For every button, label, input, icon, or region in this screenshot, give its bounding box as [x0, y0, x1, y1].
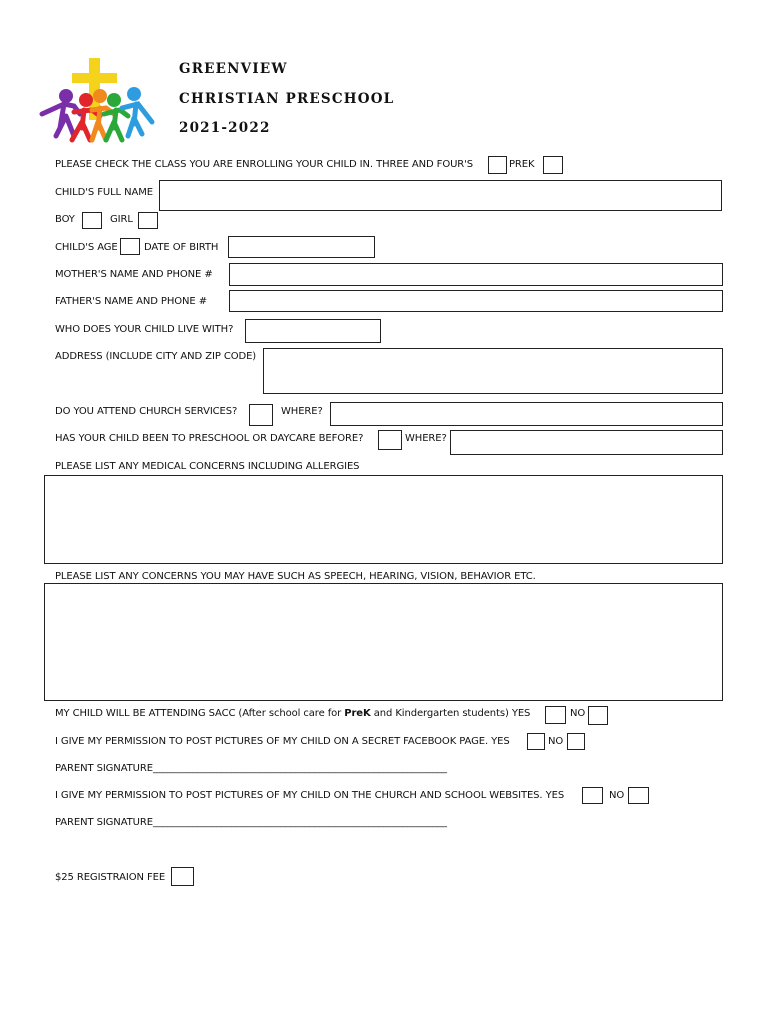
registration-fee-checkbox[interactable]	[171, 867, 194, 886]
preschool-checkbox[interactable]	[378, 430, 402, 450]
mother-label: MOTHER'S NAME AND PHONE #	[55, 269, 213, 280]
father-label: FATHER'S NAME AND PHONE #	[55, 296, 207, 307]
facebook-no-checkbox[interactable]	[567, 733, 585, 750]
church-where-label: WHERE?	[281, 406, 323, 417]
girl-label: GIRL	[110, 214, 133, 225]
facebook-yes-checkbox[interactable]	[527, 733, 545, 750]
sacc-no-checkbox[interactable]	[588, 706, 608, 725]
websites-no-label: NO	[609, 790, 625, 801]
child-age-label: CHILD'S AGE	[55, 242, 118, 253]
websites-no-checkbox[interactable]	[628, 787, 649, 804]
child-age-field[interactable]	[120, 238, 140, 255]
girl-checkbox[interactable]	[138, 212, 158, 229]
school-name-line-2: CHRISTIAN PRESCHOOL	[179, 91, 395, 107]
school-name-line: GREENVIEW	[179, 61, 288, 77]
parent-signature-line-2[interactable]: PARENT SIGNATURE____________________________________________________________	[55, 817, 447, 828]
boy-label: BOY	[55, 214, 75, 225]
concerns-field[interactable]	[44, 583, 723, 701]
three-four-checkbox[interactable]	[488, 156, 507, 174]
live-with-field[interactable]	[245, 319, 381, 343]
live-with-label: WHO DOES YOUR CHILD LIVE WITH?	[55, 324, 234, 335]
facebook-no-label: NO	[548, 736, 564, 747]
class-prompt: PLEASE CHECK THE CLASS YOU ARE ENROLLING YOUR CHILD IN. THREE AND FOUR'S	[55, 159, 474, 170]
preschool-where-label: WHERE?	[405, 433, 447, 444]
boy-checkbox[interactable]	[82, 212, 102, 229]
address-label: ADDRESS (INCLUDE CITY AND ZIP CODE)	[55, 351, 257, 362]
school-year: 2021-2022	[179, 120, 271, 136]
preschool-where-field[interactable]	[450, 430, 723, 455]
websites-permission-label: I GIVE MY PERMISSION TO POST PICTURES OF MY CHILD ON THE CHURCH AND SCHOOL WEBSITES. YES	[55, 790, 565, 801]
church-checkbox[interactable]	[249, 404, 273, 426]
child-name-field[interactable]	[159, 180, 722, 211]
websites-yes-checkbox[interactable]	[582, 787, 603, 804]
sacc-no-label: NO	[570, 708, 586, 719]
medical-label: PLEASE LIST ANY MEDICAL CONCERNS INCLUDING ALLERGIES	[55, 461, 360, 472]
church-where-field[interactable]	[330, 402, 723, 426]
dob-field[interactable]	[228, 236, 375, 258]
parent-signature-line[interactable]: PARENT SIGNATURE____________________________________________________________	[55, 763, 447, 774]
father-field[interactable]	[229, 290, 723, 312]
prek-label: PREK	[509, 159, 535, 170]
sacc-yes-checkbox[interactable]	[545, 706, 566, 724]
child-name-label: CHILD'S FULL NAME	[55, 187, 153, 198]
address-field[interactable]	[263, 348, 723, 394]
dob-label: DATE OF BIRTH	[144, 242, 219, 253]
concerns-label: PLEASE LIST ANY CONCERNS YOU MAY HAVE SUCH AS SPEECH, HEARING, VISION, BEHAVIOR ETC.	[55, 571, 536, 582]
registration-fee-label: $25 REGISTRAION FEE	[55, 872, 166, 883]
medical-field[interactable]	[44, 475, 723, 564]
preschool-label: HAS YOUR CHILD BEEN TO PRESCHOOL OR DAYCARE BEFORE?	[55, 433, 364, 444]
facebook-permission-label: I GIVE MY PERMISSION TO POST PICTURES OF MY CHILD ON A SECRET FACEBOOK PAGE. YES	[55, 736, 510, 747]
mother-field[interactable]	[229, 263, 723, 286]
prek-checkbox[interactable]	[543, 156, 563, 174]
church-label: DO YOU ATTEND CHURCH SERVICES?	[55, 406, 238, 417]
cross-with-children-icon	[34, 56, 160, 144]
sacc-label: MY CHILD WILL BE ATTENDING SACC (After school care for PreK and Kindergarten students) YES	[55, 708, 531, 719]
